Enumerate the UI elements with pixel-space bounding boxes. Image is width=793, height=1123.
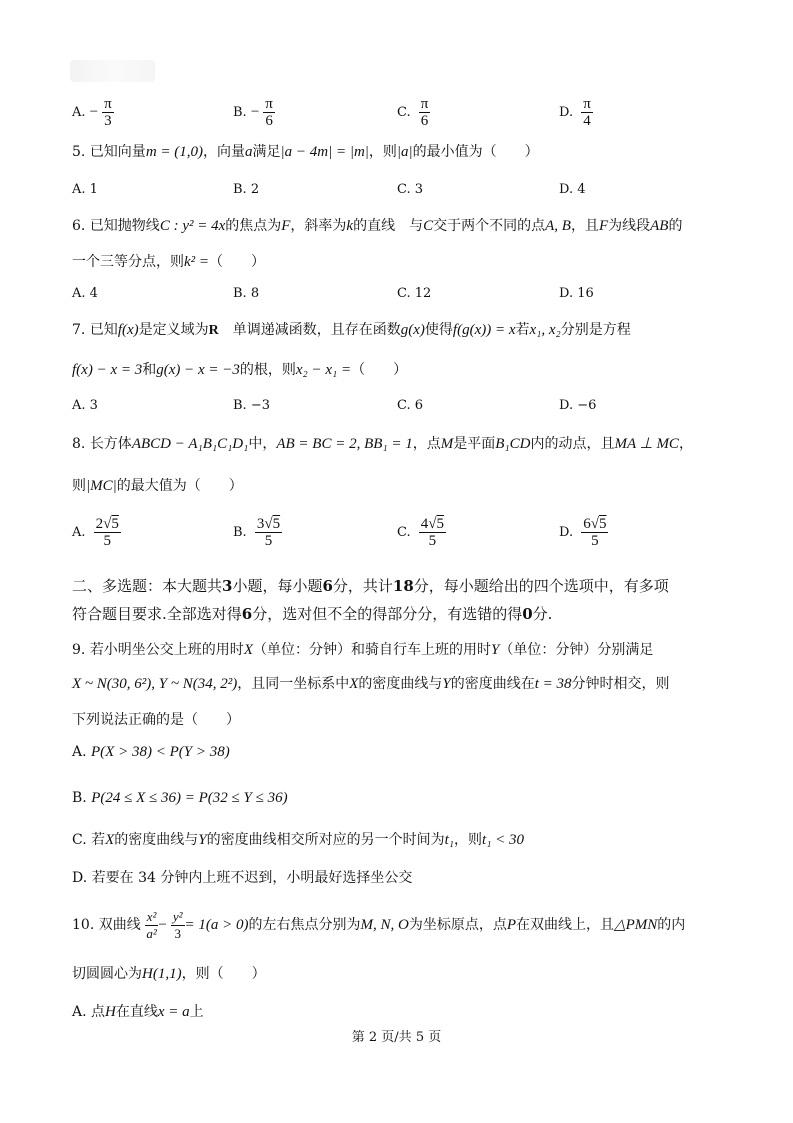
q5-option-a: A. 1 [72,182,98,197]
q6-stem-line2: 一个三等分点，则k² =（ ） [72,254,266,270]
q6-stem-line1: 6. 已知抛物线C : y² = 4x的焦点为F，斜率为k的直线 与C交于两个不同的点A, B，且F为线段AB的 [72,218,683,234]
q9-stem-line2: X ~ N(30, 6²), Y ~ N(34, 2²)，且同一坐标系中X的密度曲线与Y的密度曲线在t = 38分钟时相交，则 [72,676,670,692]
q8-option-a: A. $\frac{2√5}{5}$ [72,516,119,549]
q6-option-a: A. 4 [72,286,98,301]
q5-option-c: C. 3 [397,182,424,197]
page-footer: 第 2 页/共 5 页 [351,1030,442,1045]
q5-option-d: D. 4 [559,182,586,197]
q7-option-d: D. −6 [559,398,597,413]
q5-option-b: B. 2 [233,182,260,197]
q7-option-a: A. 3 [72,398,98,413]
q9-option-d: D. 若要在 34 分钟内上班不迟到，小明最好选择坐公交 [72,870,413,886]
blurred-header-remnant [70,60,155,82]
q9-stem-line1: 9. 若小明坐公交上班的用时X（单位：分钟）和骑自行车上班的用时Y（单位：分钟）分别满足 [72,642,654,658]
q10-stem-line1: 10. 双曲线 $\frac{\text{x²}}{\text{a²}}$ − $\frac{\text{y²}}{3}$ = 1(a > 0)的左右焦点分别为M, N, O为坐标原点，点P在双曲线上，且△PMN的内 [72,908,686,941]
q8-option-d: D. $\frac{6√5}{5}$ [559,516,607,549]
q9-stem-line3: 下列说法正确的是（ ） [72,712,240,728]
q7-stem-line1: 7. 已知f(x)是定义域为R 单调递减函数，且存在函数g(x)使得f(g(x)) = x若x₁, x₂分别是方程 [72,322,631,338]
q5-stem: 5. 已知向量m = (1,0)，向量a满足|a − 4m| = |m|，则|a|的最小值为（ ） [72,144,539,160]
q9-option-a: A. P(X > 38) < P(Y > 38) [72,744,230,760]
q8-stem-line2: 则|MC|的最大值为（ ） [72,478,243,494]
q8-option-b: B. $\frac{3√5}{5}$ [233,516,281,549]
q4-option-b: B. − $\frac{\pi}{6}$ [233,96,273,129]
section2-instructions-line1: 二、多选题：本大题共3小题，每小题6分，共计18分，每小题给出的四个选项中，有多项 [72,577,669,595]
q7-option-c: C. 6 [397,398,424,413]
q6-option-d: D. 16 [559,286,594,301]
q9-option-b: B. P(24 ≤ X ≤ 36) = P(32 ≤ Y ≤ 36) [72,790,288,806]
q4-option-a: A. − $\frac{\pi}{3}$ [72,96,112,129]
q8-option-c: C. $\frac{4√5}{5}$ [397,516,444,549]
q7-option-b: B. −3 [233,398,270,413]
q4-option-c: C. $\frac{\pi}{6}$ [397,96,429,129]
section2-instructions-line2: 符合题目要求.全部选对得6分，选对但不全的得部分分，有选错的得0分. [72,605,553,623]
q10-option-a: A. 点H在直线x = a上 [72,1004,204,1020]
q8-stem-line1: 8. 长方体ABCD − A₁B₁C₁D₁中，AB = BC = 2, BB₁ = 1，点M是平面B₁CD内的动点，且MA ⊥ MC， [72,436,693,452]
q6-option-c: C. 12 [397,286,432,301]
q10-stem-line2: 切圆圆心为H(1,1)，则（ ） [72,966,266,982]
q4-option-d: D. $\frac{\pi}{4}$ [559,96,591,129]
q7-stem-line2: f(x) − x = 3和g(x) − x = −3的根，则x₂ − x₁ =（ ） [72,362,408,378]
q9-option-c: C. 若X的密度曲线与Y的密度曲线相交所对应的另一个时间为t₁，则t₁ < 30 [72,832,525,848]
q6-option-b: B. 8 [233,286,260,301]
